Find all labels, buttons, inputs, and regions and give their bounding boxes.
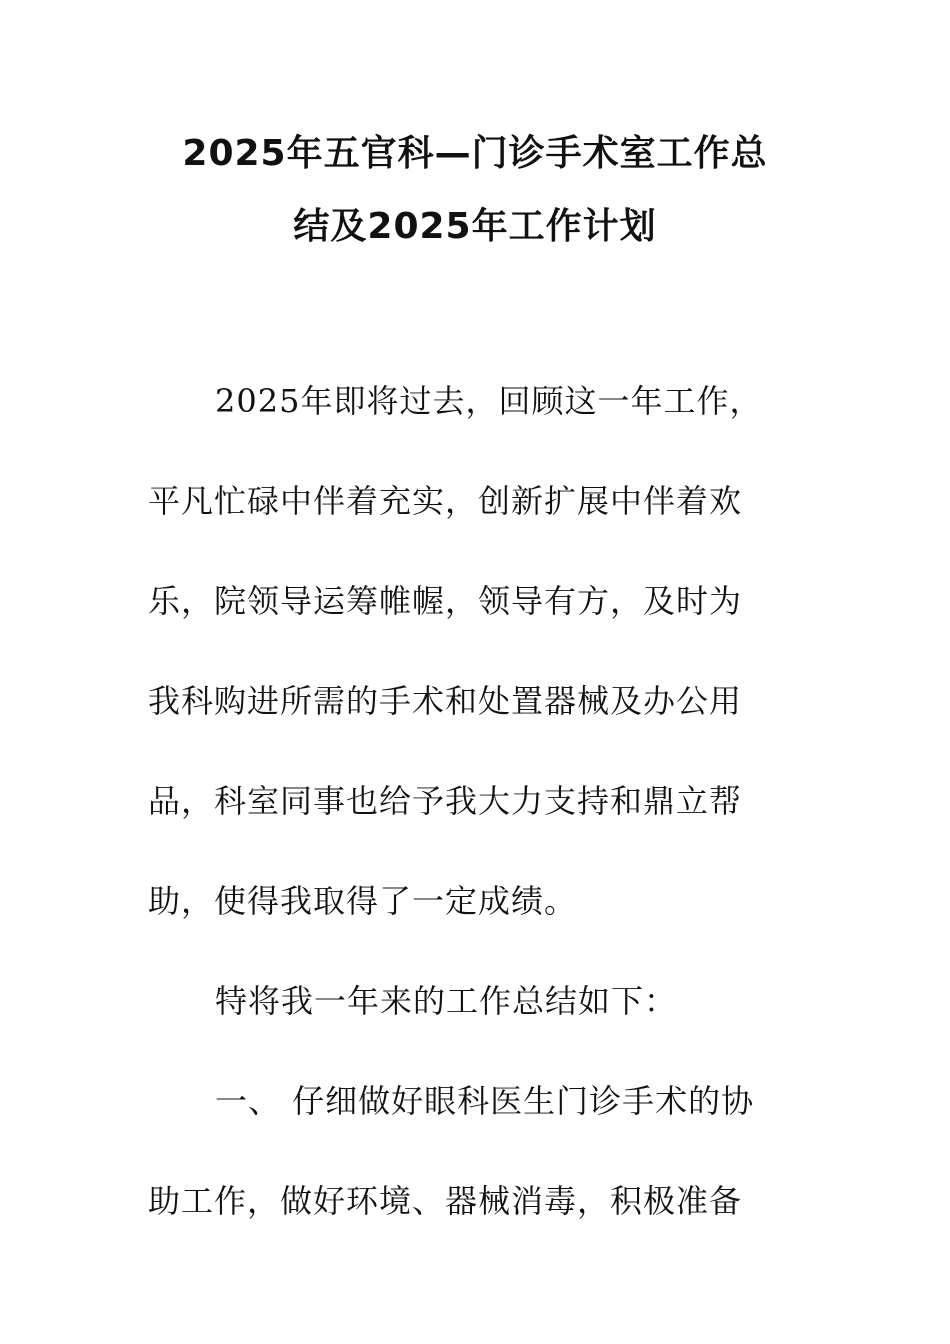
paragraph-1-line-3: 乐，院领导运筹帷幄，领导有方，及时为 (148, 582, 743, 620)
paragraph-1-line-2: 平凡忙碌中伴着充实，创新扩展中伴着欢 (148, 482, 743, 520)
paragraph-1-line-6: 助，使得我取得了一定成绩。 (148, 882, 578, 920)
paragraph-1-line-5: 品，科室同事也给予我大力支持和鼎立帮 (148, 782, 743, 820)
section-1-line-2: 助工作，做好环境、器械消毒，积极准备 (148, 1182, 743, 1220)
section-1-line-1: 一、 仔细做好眼科医生门诊手术的协 (215, 1082, 755, 1120)
document-title-line-1: 2025年五官科—门诊手术室工作总 (182, 133, 768, 174)
document-title-line-2: 结及2025年工作计划 (293, 206, 657, 247)
paragraph-2-line-1: 特将我一年来的工作总结如下： (215, 982, 678, 1020)
paragraph-1-line-1: 2025年即将过去，回顾这一年工作， (215, 382, 763, 420)
paragraph-1-line-4: 我科购进所需的手术和处置器械及办公用 (148, 682, 743, 720)
